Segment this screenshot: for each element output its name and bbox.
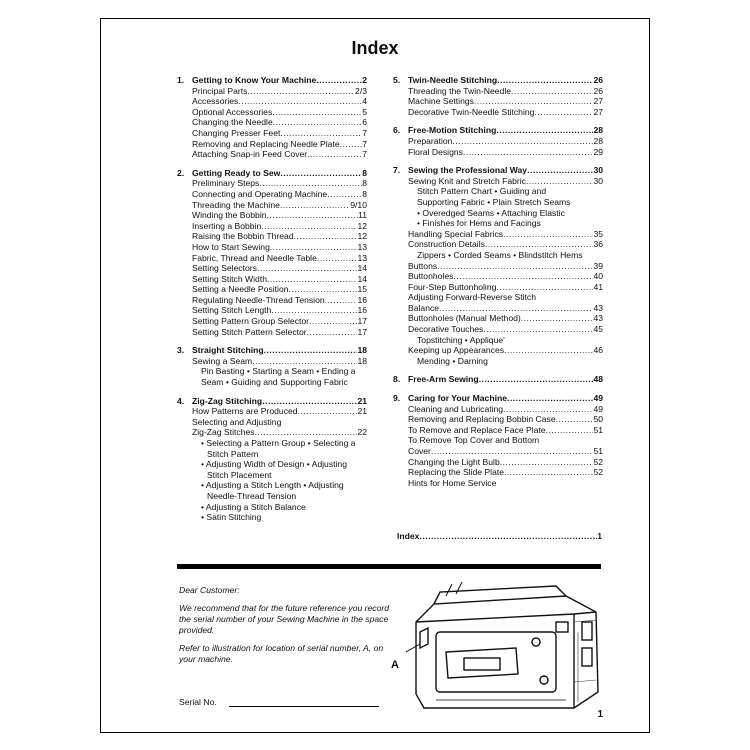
entry-text: Setting Pattern Group Selector (192, 316, 310, 327)
entry-page: 12 (357, 220, 367, 231)
leader-dots (280, 168, 362, 179)
entry-text: Machine Settings (408, 96, 474, 107)
entry-text: Setting Stitch Pattern Selector (192, 326, 307, 337)
leader-dots (497, 75, 593, 86)
index-row (177, 274, 367, 285)
index-row (177, 231, 367, 242)
entry-text: Free-Arm Sewing (408, 374, 479, 385)
entry-text: Sewing a Seam (192, 355, 253, 366)
index-row (177, 295, 367, 306)
index-note: Zippers • Corded Seams • Blindstitch Hems (417, 249, 583, 260)
index-row (177, 253, 367, 264)
index-note: • Satin Stitching (201, 512, 262, 523)
entry-page: 12 (357, 231, 367, 242)
entry-text: Four-Step Buttonholing (408, 281, 497, 292)
entry-text: Accessories (192, 96, 239, 107)
entry-text: Principal Parts (192, 85, 248, 96)
index-note: Topstitching • Applique' (417, 334, 505, 345)
leader-dots (272, 107, 362, 118)
entry-text: Changing the Needle (192, 117, 273, 128)
entry-text: Handling Special Fabrics (408, 228, 504, 239)
sewing-machine-illustration (406, 582, 606, 712)
index-section (177, 75, 367, 160)
entry-page: 15 (357, 284, 367, 295)
leader-dots (271, 305, 357, 316)
leader-dots (289, 284, 358, 295)
index-row (393, 404, 603, 415)
leader-dots (238, 96, 362, 107)
index-row (177, 200, 367, 211)
entry-page: 14 (357, 263, 367, 274)
entry-text: Buttons (408, 260, 438, 271)
index-row (177, 356, 367, 367)
entry-text: Regulating Needle-Thread Tension (192, 294, 325, 305)
entry-page: 21 (357, 406, 367, 417)
index-note: • Adjusting Width of Design • Adjusting (201, 459, 347, 470)
entry-page: 27 (593, 96, 603, 107)
entry-page: 8 (362, 178, 367, 189)
index-row (177, 305, 367, 316)
entry-page: 21 (357, 395, 367, 406)
entry-text: Fabric, Thread and Needle Table (192, 252, 317, 263)
index-row (177, 128, 367, 139)
entry-page: 18 (357, 345, 367, 356)
entry-text: Cover (408, 446, 431, 456)
index-row (393, 345, 603, 356)
entry-text: Threading the Machine (192, 199, 280, 210)
entry-text: Getting Ready to Sew (192, 167, 281, 178)
entry-page: 2 (362, 75, 367, 85)
leader-dots (431, 446, 594, 457)
entry-text: Attaching Snap-in Feed Cover (192, 149, 308, 160)
index-row (393, 86, 603, 97)
index-row (177, 263, 367, 274)
leader-dots (267, 274, 357, 285)
customer-paragraph-1: We recommend that for the future reference you record the serial number of your Sewing Machine in the space provided. (179, 603, 390, 635)
entry-text: Connecting and Operating Machine (192, 188, 328, 199)
leader-dots (273, 117, 362, 128)
index-note: Stitch Placement (207, 469, 272, 480)
section-heading (393, 393, 603, 404)
entry-text: Setting a Needle Position (192, 284, 289, 295)
section-heading (177, 396, 367, 407)
leader-dots (317, 253, 358, 264)
section-heading (393, 75, 603, 86)
entry-text: Setting Stitch Width (192, 273, 267, 284)
index-row (177, 427, 367, 438)
index-row (393, 229, 603, 240)
entry-text: Twin-Needle Stitching (408, 75, 498, 85)
index-row (177, 96, 367, 107)
leader-dots (556, 414, 594, 425)
leader-dots (521, 313, 594, 324)
leader-dots (546, 425, 594, 436)
entry-page: 46 (593, 345, 603, 356)
leader-dots (503, 404, 593, 415)
index-row (177, 117, 367, 128)
entry-text: Decorative Twin-Needle Stitching (408, 106, 535, 117)
leader-dots (298, 406, 358, 417)
entry-text: Preparation (408, 135, 453, 146)
entry-text: How to Start Sewing (192, 241, 270, 252)
index-section (177, 168, 367, 338)
entry-page: 13 (357, 241, 367, 252)
leader-dots (261, 221, 357, 232)
customer-greeting: Dear Customer: (179, 585, 240, 595)
index-section (393, 75, 603, 117)
entry-text: Zig-Zag Stitching (192, 395, 263, 406)
leader-dots (439, 303, 593, 314)
leader-dots (309, 316, 357, 327)
entry-page: 52 (593, 467, 603, 478)
index-row (393, 324, 603, 335)
index-note: Pin Basting • Starting a Seam • Ending a (201, 366, 356, 377)
section-number: 4. (177, 395, 185, 406)
leader-dots (270, 242, 358, 253)
entry-page: 49 (593, 393, 603, 404)
index-row (177, 284, 367, 295)
section-number: 2. (177, 167, 185, 178)
leader-dots (534, 107, 593, 118)
section-heading (393, 165, 603, 176)
entry-text: Keeping up Appearances (408, 345, 505, 356)
index-row (393, 271, 603, 282)
entry-page: 17 (357, 326, 367, 337)
entry-page: 26 (593, 75, 603, 85)
index-row (177, 149, 367, 160)
entry-page: 8 (362, 188, 367, 199)
entry-page: 16 (357, 294, 367, 305)
index-row (177, 178, 367, 189)
index-section (177, 396, 367, 523)
leader-dots (340, 139, 363, 150)
entry-page: 51 (593, 446, 603, 456)
entry-text: Preliminary Steps (192, 178, 260, 189)
leader-dots (257, 263, 357, 274)
index-note: Needle-Thread Tension (207, 490, 297, 501)
leader-dots (503, 229, 593, 240)
leader-dots (483, 324, 593, 335)
index-row (177, 242, 367, 253)
index-row (393, 239, 603, 250)
entry-page: 7 (362, 149, 367, 160)
index-note: Hints for Home Service (408, 477, 497, 488)
entry-page: 30 (593, 175, 603, 186)
leader-dots (252, 356, 357, 367)
index-row (177, 189, 367, 200)
entry-page: 51 (593, 424, 603, 435)
entry-page: 26 (593, 85, 603, 96)
index-note: Selecting and Adjusting (192, 416, 282, 427)
entry-page: 9/10 (350, 199, 367, 210)
entry-page: 28 (593, 125, 603, 136)
index-section (393, 165, 603, 366)
entry-page: 5 (362, 106, 367, 117)
serial-field (179, 697, 379, 707)
leader-dots (264, 345, 358, 356)
leader-dots (504, 467, 593, 478)
index-entry: Index ..... 1 (397, 531, 602, 541)
entry-page: 27 (593, 106, 603, 117)
entry-text: To Remove and Replace Face Plate (408, 424, 546, 435)
entry-text: Caring for Your Machine (408, 393, 507, 404)
entry-page: 30 (593, 165, 603, 176)
index-row (177, 210, 367, 221)
index-note: Stitch Pattern Chart • Guiding and (417, 186, 547, 197)
entry-text: Replacing the Slide Plate (408, 467, 505, 478)
index-note: Supporting Fabric • Plain Stretch Seams (417, 196, 571, 207)
index-note: • Finishes for Hems and Facings (417, 218, 541, 229)
leader-dots (526, 176, 593, 187)
index-section (177, 345, 367, 387)
entry-page: 4 (362, 96, 367, 107)
index-row (177, 139, 367, 150)
leader-dots (437, 261, 593, 272)
index-note: • Adjusting a Stitch Length • Adjusting (201, 480, 344, 491)
leader-dots (463, 147, 594, 158)
index-row (393, 467, 603, 478)
entry-page: 11 (358, 210, 367, 221)
serial-location-marker: A (391, 659, 399, 671)
entry-text: Buttonholes (Manual Method) (408, 313, 521, 324)
index-row (177, 221, 367, 232)
section-number: 3. (177, 345, 185, 356)
section-number: 8. (393, 374, 401, 385)
index-row (393, 446, 603, 457)
leader-dots (496, 125, 593, 136)
index-row (393, 147, 603, 158)
index-note: Mending • Darning (417, 355, 488, 366)
entry-page: 48 (593, 374, 603, 385)
section-number: 1. (177, 75, 185, 85)
left-column (177, 75, 367, 531)
leader-dots (262, 396, 357, 407)
entry-page: 40 (593, 271, 603, 282)
index-note: To Remove Top Cover and Bottom (408, 435, 540, 446)
section-heading (393, 374, 603, 385)
entry-text: Cleaning and Lubricating (408, 403, 504, 414)
entry-page: 28 (593, 135, 603, 146)
index-row (393, 96, 603, 107)
index-row (393, 303, 603, 314)
index-row (393, 176, 603, 187)
entry-page: 39 (593, 260, 603, 271)
leader-dots (307, 149, 362, 160)
index-row (177, 86, 367, 97)
index-note: • Selecting a Pattern Group • Selecting a (201, 438, 356, 448)
section-heading (177, 345, 367, 356)
entry-text: Winding the Bobbin (192, 210, 267, 221)
leader-dots (247, 86, 355, 97)
entry-page: 41 (593, 281, 603, 292)
index-row (177, 316, 367, 327)
index-row (393, 313, 603, 324)
entry-text: Setting Selectors (192, 263, 257, 274)
entry-text: Decorative Touches (408, 324, 484, 335)
leader-dots (511, 86, 593, 97)
leader-dots (280, 128, 362, 139)
entry-text: Removing and Replacing Needle Plate (192, 138, 340, 149)
entry-page: 16 (357, 305, 367, 316)
index-row (177, 327, 367, 338)
serial-blank-line (229, 698, 379, 707)
entry-page: 45 (593, 324, 603, 335)
entry-text: Sewing Knit and Stretch Fabric (408, 175, 526, 186)
index-row (393, 425, 603, 436)
leader-dots (307, 327, 358, 338)
section-heading (177, 75, 367, 86)
entry-text: Sewing the Professional Way (408, 165, 528, 176)
right-column (393, 75, 603, 496)
entry-text: Changing the Light Bulb (408, 456, 500, 467)
entry-text: Floral Designs (408, 146, 463, 157)
entry-page: 17 (357, 316, 367, 327)
entry-page: 22 (357, 427, 367, 438)
leader-dots (527, 165, 593, 176)
entry-page: 2/3 (355, 85, 367, 96)
entry-text: Straight Stitching (192, 345, 264, 356)
index-note: • Overedged Seams • Attaching Elastic (417, 207, 565, 218)
entry-text: Removing and Replacing Bobbin Case (408, 414, 556, 425)
leader-dots (325, 295, 358, 306)
index-row (177, 107, 367, 118)
section-number: 5. (393, 75, 401, 85)
entry-text: Balance (408, 302, 440, 313)
customer-paragraph-2: Refer to illustration for location of serial number, A, on your machine. (179, 643, 384, 664)
leader-dots (453, 271, 593, 282)
entry-page: 7 (362, 127, 367, 138)
page-title: Index (351, 38, 399, 58)
entry-page: 29 (593, 146, 603, 157)
entry-page: 43 (593, 302, 603, 313)
leader-dots (479, 374, 594, 385)
divider-rule (177, 564, 601, 569)
index-row (393, 457, 603, 468)
entry-text: Zig-Zag Stitches (192, 427, 255, 438)
leader-dots (316, 75, 362, 86)
entry-text: Optional Accessories (192, 106, 273, 117)
entry-page: 18 (357, 355, 367, 366)
leader-dots (255, 427, 358, 438)
section-number: 6. (393, 125, 401, 136)
index-section (393, 393, 603, 488)
entry-text: Buttonholes (408, 271, 454, 282)
manual-page (100, 18, 650, 733)
page-number: 1 (597, 709, 603, 720)
index-section (393, 374, 603, 385)
entry-page: 43 (593, 313, 603, 324)
entry-page: 50 (593, 414, 603, 425)
entry-page: 14 (357, 273, 367, 284)
entry-page: 35 (593, 228, 603, 239)
index-row (393, 107, 603, 118)
entry-text: Free-Motion Stitching (408, 125, 497, 136)
index-row (393, 136, 603, 147)
index-row (393, 414, 603, 425)
entry-text: Construction Details (408, 239, 485, 250)
entry-page: 6 (362, 117, 367, 128)
entry-page: 49 (593, 403, 603, 414)
section-number: 7. (393, 165, 401, 176)
entry-text: Setting Stitch Length (192, 305, 272, 316)
leader-dots (500, 457, 594, 468)
leader-dots (259, 178, 362, 189)
entry-text: Getting to Know Your Machine (192, 75, 317, 85)
section-heading (177, 168, 367, 179)
leader-dots (496, 282, 593, 293)
leader-dots (507, 393, 593, 404)
index-row (393, 261, 603, 272)
entry-text: Threading the Twin-Needle (408, 85, 512, 96)
index-section (393, 125, 603, 157)
entry-page: 8 (362, 167, 367, 178)
index-note: Adjusting Forward-Reverse Stitch (408, 292, 536, 303)
section-heading (393, 125, 603, 136)
entry-text: Changing Presser Feet (192, 127, 281, 138)
leader-dots (474, 96, 594, 107)
entry-page: 13 (357, 252, 367, 263)
entry-page: 52 (593, 456, 603, 467)
leader-dots (504, 345, 593, 356)
entry-page: 7 (362, 138, 367, 149)
index-note: Stitch Pattern (207, 448, 259, 459)
leader-dots (485, 239, 594, 250)
section-number: 9. (393, 393, 401, 404)
entry-text: How Patterns are Produced (192, 406, 298, 417)
customer-note (179, 585, 389, 672)
leader-dots (267, 210, 359, 221)
leader-dots (280, 200, 350, 211)
index-row (393, 282, 603, 293)
entry-text: Inserting a Bobbin (192, 220, 262, 231)
leader-dots (327, 189, 362, 200)
leader-dots (452, 136, 593, 147)
serial-label: Serial No. (179, 697, 217, 707)
entry-page: 36 (593, 239, 603, 250)
index-row (177, 406, 367, 417)
index-note: • Adjusting a Stitch Balance (201, 501, 306, 512)
entry-text: Raising the Bobbin Thread (192, 231, 294, 242)
leader-dots (294, 231, 358, 242)
index-note: Seam • Guiding and Supporting Fabric (201, 377, 348, 388)
